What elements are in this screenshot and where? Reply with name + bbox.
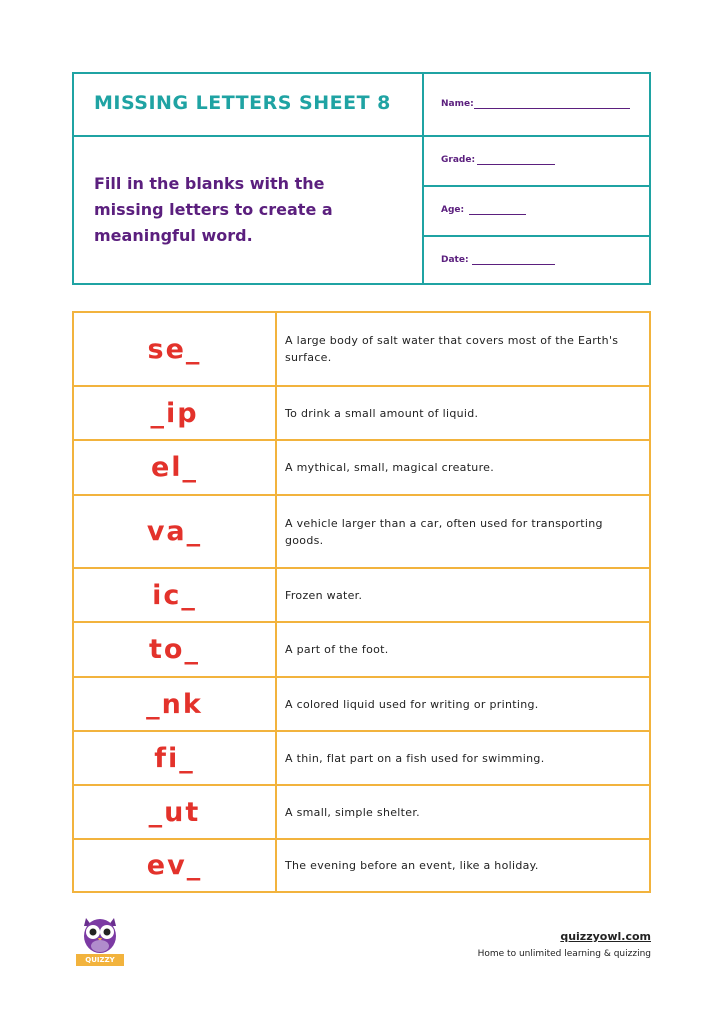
date-field <box>424 237 649 283</box>
age-field <box>424 187 649 237</box>
grade-label: Grade: <box>441 155 476 165</box>
tagline: Home to unlimited learning & quizzing <box>477 949 651 959</box>
missing-letter-word: fi_ <box>154 742 195 774</box>
table-row <box>74 387 649 441</box>
missing-letter-word: _nk <box>146 688 203 720</box>
word-clue: A vehicle larger than a car, often used for transporting goods. <box>285 516 603 547</box>
missing-letter-word: ev_ <box>146 850 203 881</box>
table-row <box>74 732 649 786</box>
word-clue: A large body of salt water that covers most of the Earth's surface. <box>285 334 619 364</box>
grade-input-line[interactable] <box>477 164 555 165</box>
word-clue: Frozen water. <box>285 588 363 602</box>
table-row <box>74 569 649 623</box>
instructions-cell <box>74 137 424 283</box>
missing-letter-word: el_ <box>150 452 199 483</box>
word-table <box>72 311 651 893</box>
word-clue: The evening before an event, like a holiday. <box>285 859 539 872</box>
grade-field <box>424 137 649 187</box>
word-clue: A mythical, small, magical creature. <box>285 461 495 474</box>
age-label: Age: <box>441 205 465 215</box>
table-row <box>74 678 649 732</box>
age-input-line[interactable] <box>469 214 526 215</box>
table-row <box>74 313 649 387</box>
table-row <box>74 840 649 891</box>
missing-letter-word: to_ <box>149 634 200 665</box>
date-label: Date: <box>441 255 469 265</box>
name-input-line[interactable] <box>474 108 630 109</box>
missing-letter-word: _ip <box>150 397 199 429</box>
missing-letter-word: va_ <box>146 516 203 547</box>
logo-text: QUIZZY OWL <box>85 956 115 976</box>
quizzy-owl-logo <box>76 912 124 976</box>
name-label: Name: <box>441 99 474 109</box>
site-link[interactable]: quizzyowl.com <box>560 930 651 943</box>
table-row <box>74 441 649 496</box>
missing-letter-word: _ut <box>148 796 201 828</box>
word-clue: To drink a small amount of liquid. <box>285 406 479 420</box>
table-row <box>74 496 649 569</box>
word-clue: A small, simple shelter. <box>285 805 420 819</box>
missing-letter-word: se_ <box>147 333 202 365</box>
header-box <box>72 72 651 285</box>
missing-letter-word: ic_ <box>152 579 197 611</box>
title-cell <box>74 74 424 137</box>
instructions-text: Fill in the blanks with the missing letters to create a meaningful word. <box>94 174 333 245</box>
word-clue: A colored liquid used for writing or printing. <box>285 697 539 711</box>
table-row <box>74 623 649 678</box>
name-field <box>424 74 649 137</box>
date-input-line[interactable] <box>472 264 555 265</box>
word-clue: A thin, flat part on a fish used for swimming. <box>285 751 545 765</box>
table-row <box>74 786 649 840</box>
worksheet-title: MISSING LETTERS SHEET 8 <box>94 92 391 114</box>
word-clue: A part of the foot. <box>285 643 389 656</box>
